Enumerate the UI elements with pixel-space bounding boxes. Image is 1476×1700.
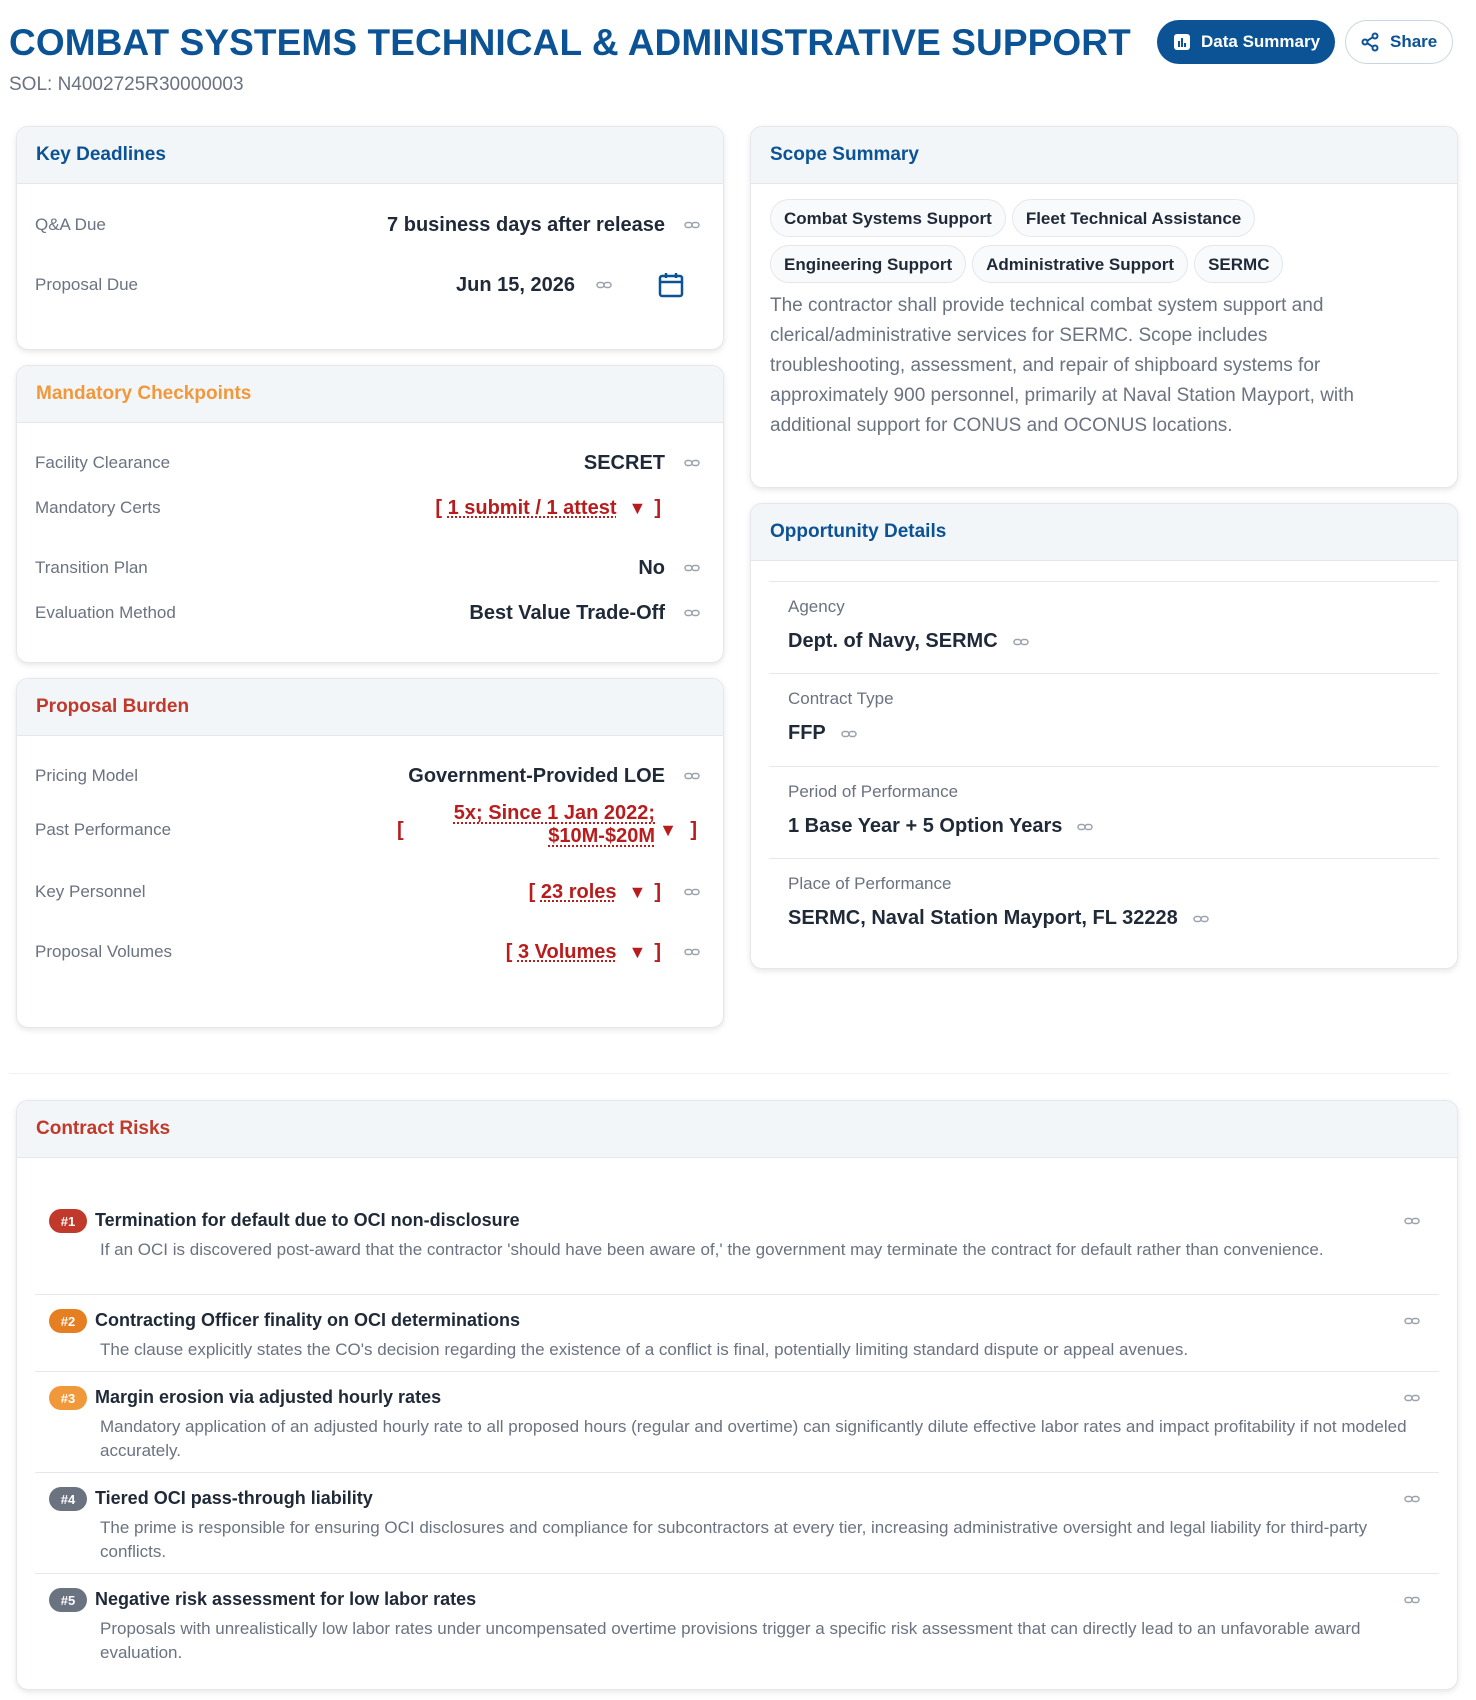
link-icon[interactable] bbox=[1403, 1490, 1421, 1508]
mandatory-certs-dropdown[interactable]: [ 1 submit / 1 attest ▼ ] bbox=[435, 496, 661, 519]
link-icon[interactable] bbox=[683, 883, 701, 901]
detail-agency: Agency Dept. of Navy, SERMC bbox=[769, 581, 1439, 667]
burden-pricing-model: Pricing Model Government-Provided LOE bbox=[35, 756, 701, 796]
risk-title: Margin erosion via adjusted hourly rates bbox=[95, 1387, 442, 1407]
burden-past-performance: Past Performance [ 5x; Since 1 Jan 2022; $10M-$20M ▼ ] bbox=[35, 802, 697, 847]
past-performance-close-bracket: ] bbox=[690, 818, 697, 841]
link-icon[interactable] bbox=[840, 725, 858, 743]
data-summary-label: Data Summary bbox=[1201, 32, 1321, 51]
link-icon[interactable] bbox=[1403, 1312, 1421, 1330]
scope-summary-card bbox=[750, 126, 1458, 488]
scope-description: The contractor shall provide technical combat system support and clerical/administrative services for SERMC. Scope includes troubleshooting, assessment, and repair of shipboard systems for approximately 900 personnel, primarily at Naval Station Mayport, with additional support for CONUS and OCONUS locations. bbox=[770, 295, 1354, 436]
deadline-qa-due: Q&A Due 7 business days after release bbox=[35, 205, 701, 245]
past-performance-open-bracket: [ bbox=[397, 818, 404, 841]
key-deadlines-card bbox=[16, 126, 724, 350]
link-icon[interactable] bbox=[1403, 1212, 1421, 1230]
scope-tags bbox=[770, 199, 1450, 291]
key-deadlines-title: Key Deadlines bbox=[17, 127, 723, 184]
mandatory-checkpoints-card bbox=[16, 365, 724, 663]
risk-item bbox=[35, 1473, 1439, 1574]
key-personnel-dropdown[interactable]: [ 23 roles ▼ ] bbox=[528, 880, 661, 903]
checkpoint-transition-plan: Transition Plan No bbox=[35, 548, 701, 588]
caret-down-icon: ▼ bbox=[628, 881, 647, 902]
share-icon bbox=[1360, 32, 1380, 52]
mandatory-checkpoints-title: Mandatory Checkpoints bbox=[17, 366, 723, 423]
scope-tag: Combat Systems Support bbox=[770, 199, 1006, 237]
burden-key-personnel: Key Personnel [ 23 roles ▼ ] bbox=[35, 872, 701, 912]
risk-description: Mandatory application of an adjusted hourly rate to all proposed hours (regular and overtime) can significantly dilute effective labor rates and impact profitability if not modeled accurately. bbox=[100, 1417, 1407, 1460]
proposal-burden-title: Proposal Burden bbox=[17, 679, 723, 736]
risk-rank-badge: #1 bbox=[49, 1209, 87, 1233]
checkpoint-mandatory-certs: Mandatory Certs [ 1 submit / 1 attest ▼ ] bbox=[35, 496, 661, 519]
risk-rank-badge: #5 bbox=[49, 1588, 87, 1612]
link-icon[interactable] bbox=[1403, 1389, 1421, 1407]
share-label: Share bbox=[1390, 32, 1438, 51]
deadline-proposal-due: Proposal Due Jun 15, 2026 bbox=[35, 265, 701, 305]
link-icon[interactable] bbox=[683, 604, 701, 622]
solicitation-number: SOL: N4002725R30000003 bbox=[9, 74, 244, 95]
link-icon[interactable] bbox=[683, 943, 701, 961]
link-icon[interactable] bbox=[1403, 1591, 1421, 1609]
risk-item bbox=[35, 1295, 1439, 1372]
detail-place-of-performance: Place of Performance SERMC, Naval Station Mayport, FL 32228 bbox=[769, 858, 1439, 944]
risk-title: Tiered OCI pass-through liability bbox=[95, 1488, 373, 1508]
past-performance-dropdown[interactable]: 5x; Since 1 Jan 2022; $10M-$20M bbox=[453, 802, 655, 847]
checkpoint-facility-clearance: Facility Clearance SECRET bbox=[35, 443, 701, 483]
risk-title: Negative risk assessment for low labor rates bbox=[95, 1589, 477, 1609]
share-button[interactable] bbox=[1345, 20, 1453, 64]
page-header bbox=[9, 18, 1449, 98]
link-icon[interactable] bbox=[1192, 910, 1210, 928]
risk-rank-badge: #4 bbox=[49, 1487, 87, 1511]
burden-proposal-volumes: Proposal Volumes [ 3 Volumes ▼ ] bbox=[35, 932, 701, 972]
risk-item bbox=[35, 1193, 1439, 1295]
risk-description: The clause explicitly states the CO's decision regarding the existence of a conflict is final, potentially limiting standard dispute or appeal avenues. bbox=[100, 1340, 1189, 1359]
detail-contract-type: Contract Type FFP bbox=[769, 673, 1439, 759]
link-icon[interactable] bbox=[683, 454, 701, 472]
contract-risks-title: Contract Risks bbox=[17, 1101, 1457, 1158]
caret-down-icon: ▼ bbox=[628, 497, 647, 518]
link-icon[interactable] bbox=[683, 767, 701, 785]
page-title: COMBAT SYSTEMS TECHNICAL & ADMINISTRATIVE SUPPORT bbox=[9, 22, 1131, 63]
risk-rank-badge: #2 bbox=[49, 1309, 87, 1333]
risk-title: Termination for default due to OCI non-disclosure bbox=[95, 1210, 520, 1230]
risk-description: Proposals with unrealistically low labor rates under uncompensated overtime provisions trigger a specific risk assessment that can directly lead to an unfavorable award evaluation. bbox=[100, 1619, 1361, 1662]
checkpoint-evaluation-method: Evaluation Method Best Value Trade-Off bbox=[35, 593, 701, 633]
opportunity-details-title: Opportunity Details bbox=[751, 504, 1457, 561]
section-divider bbox=[9, 1073, 1449, 1074]
risk-item bbox=[35, 1574, 1439, 1674]
caret-down-icon: ▼ bbox=[628, 941, 647, 962]
proposal-volumes-dropdown[interactable]: [ 3 Volumes ▼ ] bbox=[505, 940, 661, 963]
data-summary-button[interactable] bbox=[1157, 20, 1335, 64]
contract-risks-card bbox=[16, 1100, 1458, 1690]
risk-description: The prime is responsible for ensuring OCI disclosures and compliance for subcontractors at every tier, increasing administrative oversight and legal liability for third-party conflicts. bbox=[100, 1518, 1368, 1561]
link-icon[interactable] bbox=[683, 216, 701, 234]
scope-tag: Fleet Technical Assistance bbox=[1012, 199, 1255, 237]
risk-rank-badge: #3 bbox=[49, 1386, 87, 1410]
caret-down-icon[interactable]: ▼ bbox=[659, 819, 677, 840]
link-icon[interactable] bbox=[595, 276, 613, 294]
detail-period-of-performance: Period of Performance 1 Base Year + 5 Option Years bbox=[769, 766, 1439, 852]
risk-description: If an OCI is discovered post-award that the contractor 'should have been aware of,' the government may terminate the contract for default rather than convenience. bbox=[100, 1240, 1324, 1259]
bar-chart-icon bbox=[1173, 33, 1191, 51]
calendar-icon[interactable] bbox=[657, 271, 685, 299]
scope-tag: SERMC bbox=[1194, 245, 1283, 283]
risk-title: Contracting Officer finality on OCI determinations bbox=[95, 1310, 521, 1330]
opportunity-details-card bbox=[750, 503, 1458, 969]
proposal-burden-card bbox=[16, 678, 724, 1028]
scope-summary-title: Scope Summary bbox=[751, 127, 1457, 184]
scope-tag: Administrative Support bbox=[972, 245, 1188, 283]
link-icon[interactable] bbox=[1076, 818, 1094, 836]
scope-tag: Engineering Support bbox=[770, 245, 966, 283]
risk-item bbox=[35, 1372, 1439, 1473]
link-icon[interactable] bbox=[1012, 633, 1030, 651]
link-icon[interactable] bbox=[683, 559, 701, 577]
